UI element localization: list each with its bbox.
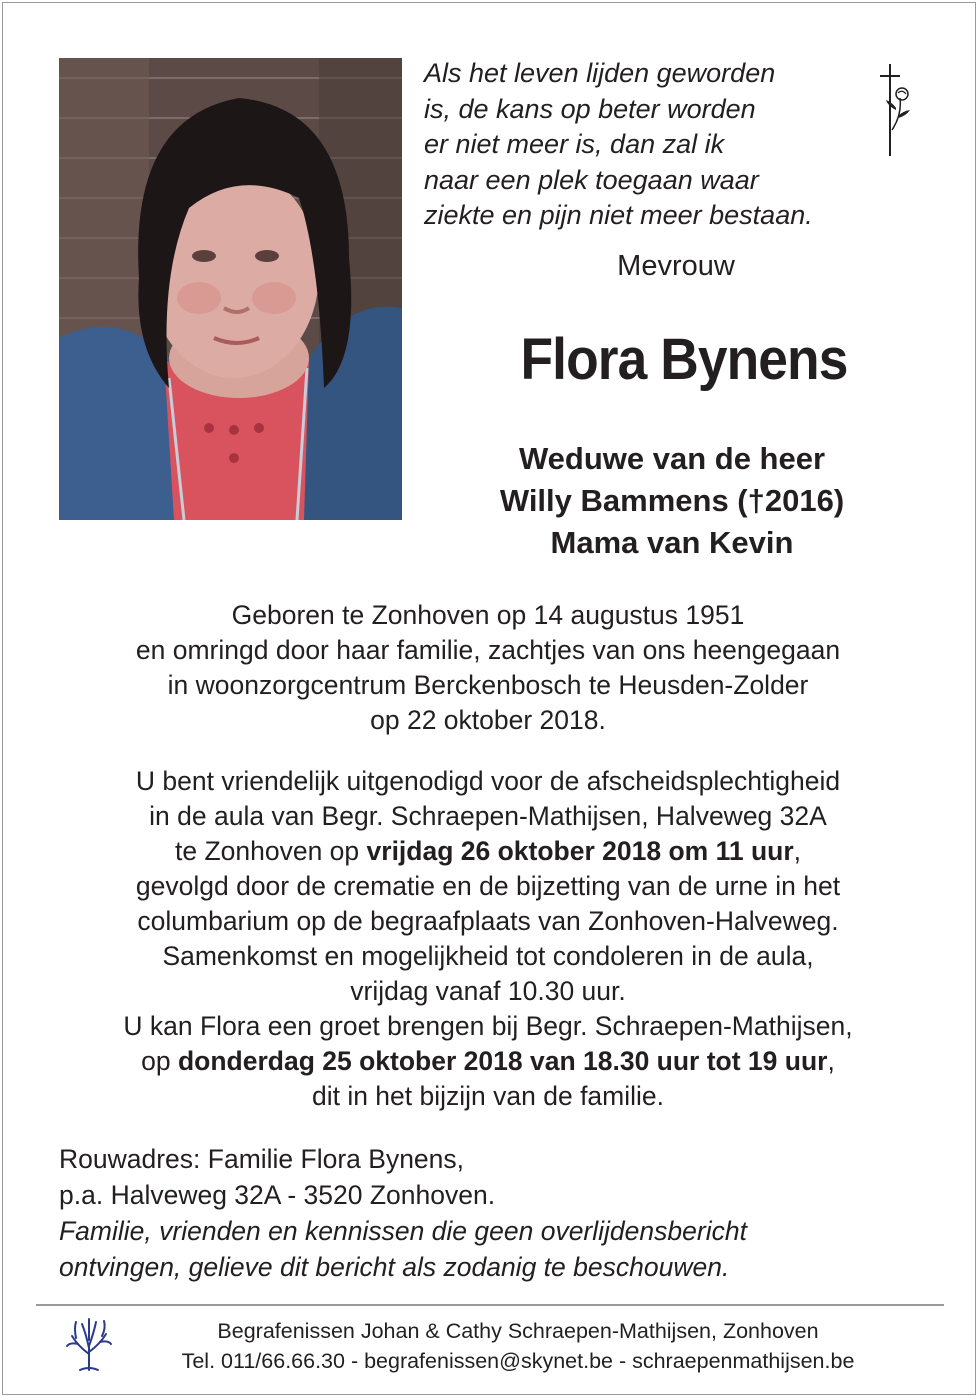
poem-line: is, de kans op beter worden bbox=[424, 93, 756, 124]
text-line: vrijdag vanaf 10.30 uur. bbox=[350, 976, 626, 1006]
ceremony-datetime: vrijdag 26 oktober 2018 om 11 uur bbox=[366, 836, 794, 866]
text-line: U bent vriendelijk uitgenodigd voor de afscheidsplechtigheid bbox=[135, 766, 841, 796]
text-line: U kan Flora een groet brengen bij Begr. Schraepen-Mathijsen, bbox=[123, 1011, 853, 1041]
visitation-datetime: donderdag 25 oktober 2018 van 18.30 uur tot 19 uur bbox=[178, 1046, 828, 1076]
mourning-address bbox=[59, 1141, 959, 1285]
poem-line: naar een plek toegaan waar bbox=[424, 164, 759, 195]
text-line: en omringd door haar familie, zachtjes van ons heengegaan bbox=[135, 635, 841, 665]
text-segment: te Zonhoven op bbox=[174, 836, 367, 866]
text-line: Geboren te Zonhoven op 14 augustus 1951 bbox=[231, 600, 745, 630]
cross-with-rose-icon bbox=[872, 60, 922, 160]
text-line: dit in het bijzijn van de familie. bbox=[311, 1081, 665, 1111]
text-line: op 22 oktober 2018. bbox=[370, 705, 606, 735]
text-segment: , bbox=[793, 836, 802, 866]
relation-line: Weduwe van de heer bbox=[518, 441, 826, 476]
text-line: Familie, vrienden en kennissen die geen overlijdensbericht bbox=[59, 1216, 747, 1246]
funeral-home-contact: Tel. 011/66.66.30 - begrafenissen@skynet.be - schraepenmathijsen.be bbox=[181, 1349, 855, 1373]
ceremony-paragraph bbox=[0, 764, 976, 1114]
text-line: Rouwadres: Familie Flora Bynens, bbox=[59, 1144, 465, 1174]
funeral-home-footer bbox=[80, 1316, 956, 1376]
text-line: Samenkomst en mogelijkheid tot condoleren in de aula, bbox=[162, 941, 814, 971]
relations bbox=[0, 438, 980, 564]
divider bbox=[36, 1304, 944, 1306]
text-line bbox=[0, 1044, 976, 1079]
text-line: in de aula van Begr. Schraepen-Mathijsen, Halveweg 32A bbox=[149, 801, 827, 831]
text-line: columbarium op de begraafplaats van Zonhoven-Halveweg. bbox=[137, 906, 839, 936]
relation-line: Mama van Kevin bbox=[550, 525, 794, 560]
text-segment: , bbox=[827, 1046, 835, 1076]
text-line: p.a. Halveweg 32A - 3520 Zonhoven. bbox=[59, 1180, 496, 1210]
poem-line: Als het leven lijden geworden bbox=[424, 58, 776, 88]
text-line: ontvingen, gelieve dit bericht als zodanig te beschouwen. bbox=[59, 1252, 730, 1282]
poem bbox=[424, 56, 854, 234]
salutation: Mevrouw bbox=[617, 250, 735, 282]
poem-line: ziekte en pijn niet meer bestaan. bbox=[424, 200, 813, 230]
deceased-name: Flora Bynens bbox=[520, 327, 848, 392]
funeral-home-name: Begrafenissen Johan & Cathy Schraepen-Mathijsen, Zonhoven bbox=[217, 1319, 819, 1343]
text-line bbox=[0, 834, 976, 869]
text-line: gevolgd door de crematie en de bijzetting van de urne in het bbox=[135, 871, 841, 901]
relation-line: Willy Bammens (†2016) bbox=[499, 483, 845, 518]
poem-line: er niet meer is, dan zal ik bbox=[424, 129, 725, 159]
text-line: in woonzorgcentrum Berckenbosch te Heusden-Zolder bbox=[167, 670, 809, 700]
birth-death-paragraph bbox=[0, 598, 976, 738]
text-segment: op bbox=[141, 1046, 178, 1076]
